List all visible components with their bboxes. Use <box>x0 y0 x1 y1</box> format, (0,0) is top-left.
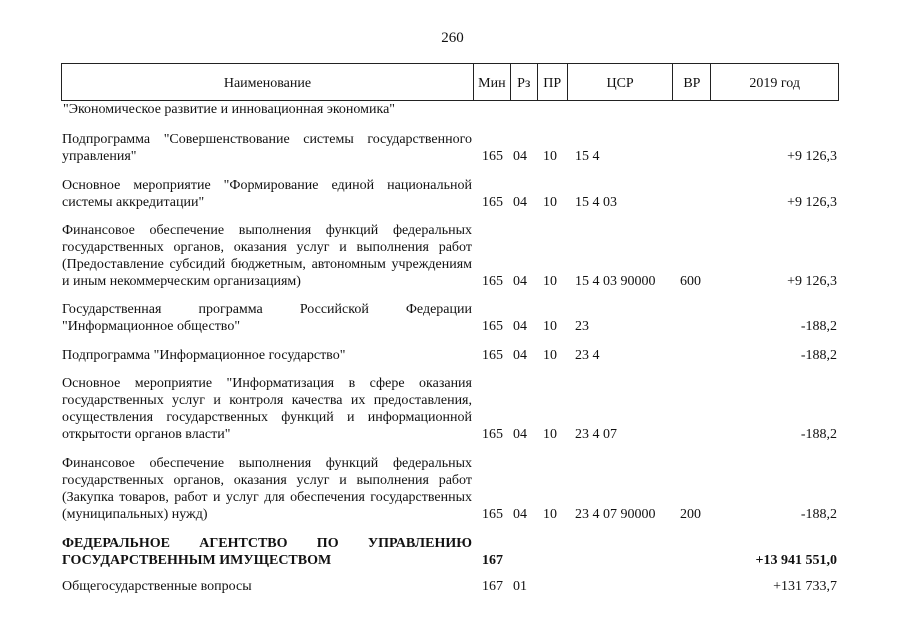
row-name: Финансовое обеспечение выполнения функций федеральных государственных органов, оказания услуг и выполнения работ (Предоставление субсидий бюджетным, автономным учреждениям и иным некоммерческим организациям) <box>62 223 472 289</box>
row-pr: 10 <box>543 149 557 164</box>
header-min: Мин <box>474 64 511 100</box>
row-min: 167 <box>482 579 503 594</box>
row-pr: 10 <box>543 348 557 363</box>
page-number: 260 <box>441 30 464 46</box>
row-rz: 04 <box>513 149 527 164</box>
row-vr: 200 <box>680 507 701 522</box>
row-rz: 04 <box>513 195 527 210</box>
row-value: -188,2 <box>800 507 837 522</box>
header-rz: Рз <box>511 64 538 100</box>
row-pr: 10 <box>543 195 557 210</box>
row-name: Основное мероприятие "Информатизация в сфере оказания государственных услуг и контроля качества их предоставления, осуществления государственных функций и информационной открытости органов власти" <box>62 376 472 442</box>
row-value: +9 126,3 <box>787 274 837 289</box>
row-csr: 15 4 03 90000 <box>575 274 656 289</box>
row-rz: 01 <box>513 579 527 594</box>
continuation-text: "Экономическое развитие и инновационная экономика" <box>63 102 396 117</box>
row-rz: 04 <box>513 348 527 363</box>
row-csr: 23 4 07 90000 <box>575 507 656 522</box>
table-row <box>0 535 905 569</box>
header-pr: ПР <box>538 64 568 100</box>
table-header <box>61 63 839 101</box>
header-vr: ВР <box>673 64 711 100</box>
row-csr: 23 4 <box>575 348 600 363</box>
row-min: 165 <box>482 507 503 522</box>
row-rz: 04 <box>513 427 527 442</box>
row-csr: 23 4 07 <box>575 427 617 442</box>
row-csr: 23 <box>575 319 589 334</box>
row-vr: 600 <box>680 274 701 289</box>
row-value: +13 941 551,0 <box>755 553 837 568</box>
row-pr: 10 <box>543 274 557 289</box>
table-row <box>0 347 905 364</box>
row-rz: 04 <box>513 507 527 522</box>
row-name: Подпрограмма "Совершенствование системы государственного управления" <box>62 132 472 164</box>
row-min: 167 <box>482 553 503 568</box>
row-value: +131 733,7 <box>773 579 837 594</box>
row-value: -188,2 <box>800 427 837 442</box>
row-name: ФЕДЕРАЛЬНОЕ АГЕНТСТВО ПО УПРАВЛЕНИЮ ГОСУДАРСТВЕННЫМ ИМУЩЕСТВОМ <box>62 536 472 568</box>
row-value: +9 126,3 <box>787 195 837 210</box>
row-value: +9 126,3 <box>787 149 837 164</box>
header-csr: ЦСР <box>568 64 674 100</box>
row-pr: 10 <box>543 507 557 522</box>
row-name: Финансовое обеспечение выполнения функций федеральных государственных органов, оказания услуг и выполнения работ (Закупка товаров, работ и услуг для обеспечения государственных (муниципальных) нужд) <box>62 456 472 522</box>
row-min: 165 <box>482 427 503 442</box>
row-rz: 04 <box>513 274 527 289</box>
row-min: 165 <box>482 149 503 164</box>
row-min: 165 <box>482 319 503 334</box>
row-name: Государственная программа Российской Федерации "Информационное общество" <box>62 302 472 334</box>
row-name: Общегосударственные вопросы <box>62 579 252 594</box>
row-name: Основное мероприятие "Формирование единой национальной системы аккредитации" <box>62 178 472 210</box>
table-row <box>0 375 905 443</box>
row-csr: 15 4 03 <box>575 195 617 210</box>
table-row <box>0 177 905 211</box>
table-row <box>0 578 905 595</box>
row-min: 165 <box>482 348 503 363</box>
row-value: -188,2 <box>800 348 837 363</box>
table-row <box>0 301 905 335</box>
row-value: -188,2 <box>800 319 837 334</box>
table-row <box>0 222 905 290</box>
row-csr: 15 4 <box>575 149 600 164</box>
header-name: Наименование <box>62 64 474 100</box>
row-min: 165 <box>482 195 503 210</box>
row-pr: 10 <box>543 319 557 334</box>
table-row <box>0 455 905 523</box>
row-min: 165 <box>482 274 503 289</box>
table-row <box>0 131 905 165</box>
row-rz: 04 <box>513 319 527 334</box>
row-pr: 10 <box>543 427 557 442</box>
header-year: 2019 год <box>749 76 800 91</box>
row-name: Подпрограмма "Информационное государство" <box>62 348 346 363</box>
